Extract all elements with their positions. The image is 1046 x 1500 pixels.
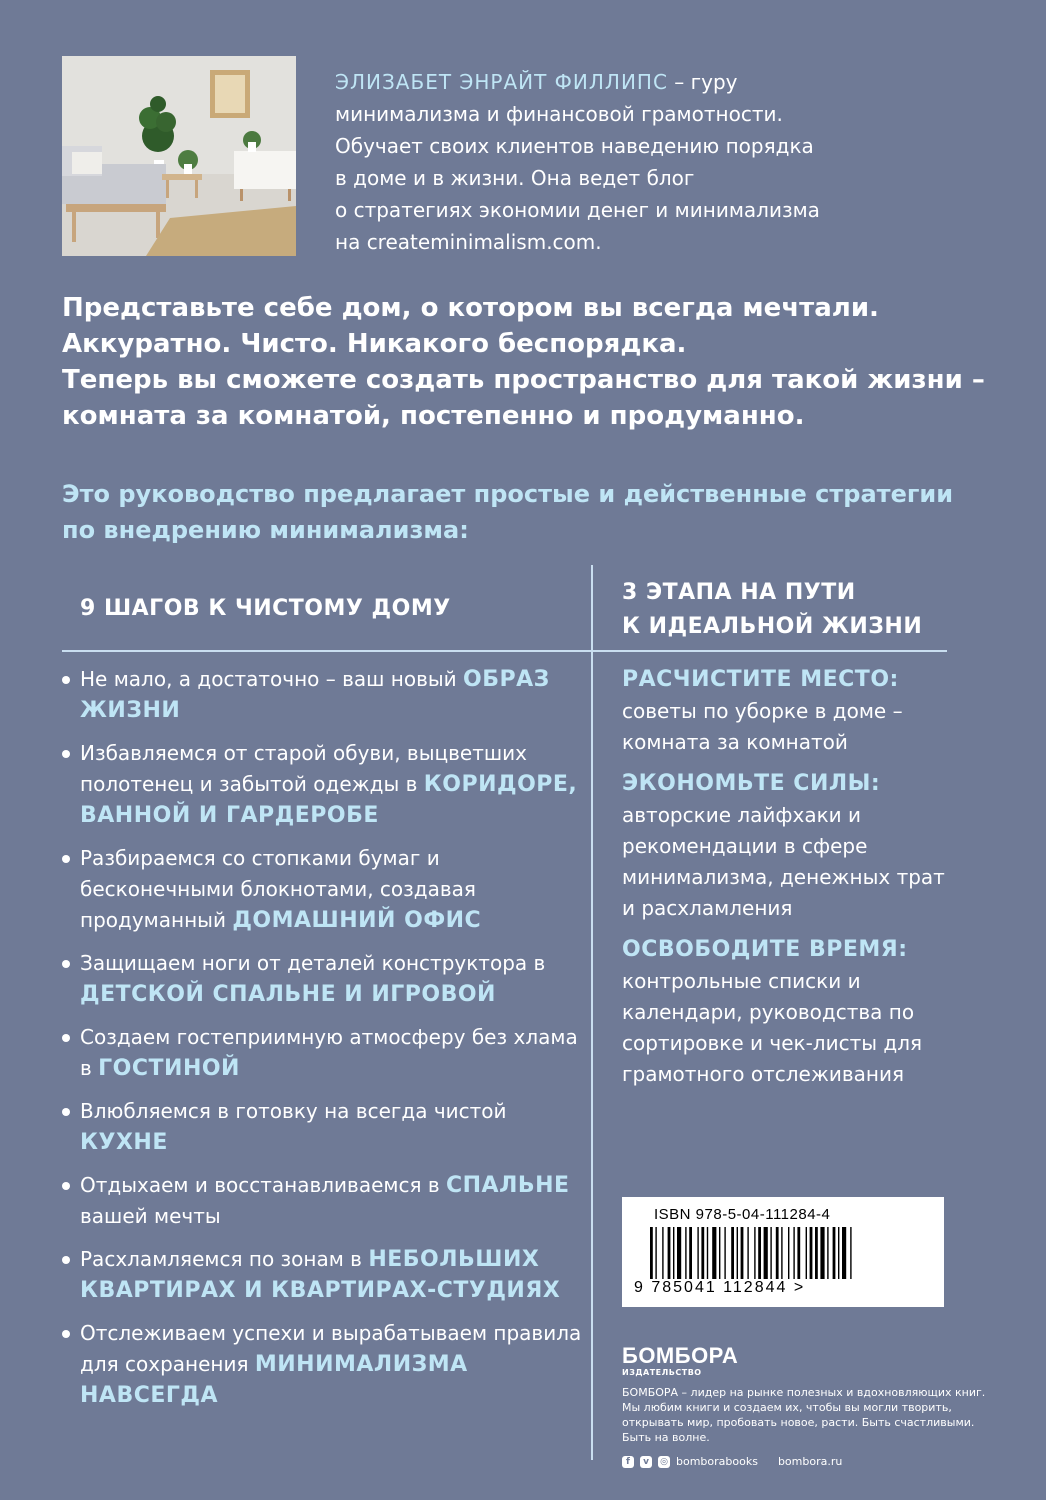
barcode-bar	[770, 1227, 771, 1279]
right-column-heading: 3 ЭТАПА НА ПУТИ К ИДЕАЛЬНОЙ ЖИЗНИ	[622, 580, 923, 639]
stage	[622, 934, 952, 1090]
list-item: Создаем гостеприимную атмосферу без хлама в ГОСТИНОЙ	[62, 1022, 582, 1084]
author-line-3: Обучает своих клиентов наведению порядка	[335, 134, 814, 158]
header-divider	[62, 650, 947, 652]
instagram-icon[interactable]: ◎	[658, 1456, 670, 1468]
barcode-icon	[650, 1227, 930, 1279]
guide-line: по внедрению минимализма:	[62, 516, 469, 544]
list-item: Избавляемся от старой обуви, выцветших полотенец и забытой одежды в КОРИДОРЕ, ВАННОЙ И ГАРДЕРОБЕ	[62, 738, 582, 831]
barcode-bar	[810, 1227, 813, 1279]
barcode-bar	[827, 1227, 828, 1279]
barcode-bar	[820, 1227, 824, 1279]
stage-title: РАСЧИСТИТЕ МЕСТО:	[622, 667, 899, 692]
barcode-bar	[668, 1227, 671, 1279]
barcode-bar	[707, 1227, 708, 1279]
barcode-bar	[776, 1227, 779, 1279]
intro-text	[62, 290, 985, 434]
stages-list	[622, 664, 952, 1090]
author-line-1: ЭЛИЗАБЕТ ЭНРАЙТ ФИЛЛИПС – гуру	[335, 70, 738, 94]
barcode-bar	[719, 1227, 720, 1279]
publisher-social	[622, 1455, 992, 1468]
publisher-logo: БОМБОРА	[622, 1343, 739, 1368]
intro-line: Теперь вы сможете создать пространство для такой жизни –	[62, 365, 985, 395]
stage-desc: советы по уборке в доме – комната за комнатой	[622, 699, 903, 754]
barcode-bar	[758, 1227, 761, 1279]
author-line-5: о стратегиях экономии денег и минимализма	[335, 198, 820, 222]
stage-desc: контрольные списки и календари, руководства по сортировке и чек-листы для грамотного отслеживания	[622, 969, 923, 1086]
barcode-bar	[662, 1227, 663, 1279]
barcode-bar	[655, 1227, 656, 1279]
stage-desc: авторские лайфхаки и рекомендации в сфере минимализма, денежных трат и расхламления	[622, 803, 945, 920]
stage	[622, 768, 952, 924]
intro-line: Аккуратно. Чисто. Никакого беспорядка.	[62, 329, 687, 359]
barcode-bar	[788, 1227, 789, 1279]
barcode-bar	[737, 1227, 738, 1279]
isbn-barcode	[622, 1197, 944, 1307]
barcode-bar	[701, 1227, 704, 1279]
barcode-bar	[731, 1227, 734, 1279]
stage	[622, 664, 952, 758]
website-link[interactable]: bombora.ru	[777, 1455, 843, 1468]
author-line-6: на createminimalism.com.	[335, 230, 602, 254]
barcode-bar	[806, 1227, 807, 1279]
barcode-bar	[650, 1227, 653, 1279]
social-handle[interactable]: bomborabooks	[676, 1455, 758, 1468]
guide-text	[62, 476, 962, 548]
barcode-bar	[797, 1227, 800, 1279]
facebook-icon[interactable]: f	[622, 1456, 634, 1468]
barcode-bar	[712, 1227, 716, 1279]
left-column-heading: 9 ШАГОВ К ЧИСТОМУ ДОМУ	[80, 596, 451, 621]
barcode-bar	[673, 1227, 674, 1279]
barcode-bar	[833, 1227, 836, 1279]
stage-title: ЭКОНОМЬТЕ СИЛЫ:	[622, 771, 881, 796]
barcode-bar	[685, 1227, 686, 1279]
isbn-label: ISBN 978-5-04-111284-4	[654, 1206, 831, 1223]
guide-line: Это руководство предлагает простые и действенные стратегии	[62, 480, 954, 508]
barcode-bar	[838, 1227, 839, 1279]
barcode-bar	[677, 1227, 681, 1279]
list-item: Влюбляемся в готовку на всегда чистой КУХНЕ	[62, 1096, 582, 1158]
interior-illustration	[62, 56, 296, 256]
barcode-bar	[842, 1227, 846, 1279]
barcode-bar	[850, 1227, 851, 1279]
barcode-bar	[781, 1227, 782, 1279]
list-item: Расхламляемся по зонам в НЕБОЛЬШИХ КВАРТИРАХ И КВАРТИРАХ-СТУДИЯХ	[62, 1244, 582, 1306]
barcode-bar	[697, 1227, 698, 1279]
barcode-bar	[741, 1227, 744, 1279]
barcode-bar	[764, 1227, 768, 1279]
publisher-subtitle: ИЗДАТЕЛЬСТВО	[622, 1368, 702, 1377]
barcode-bar	[754, 1227, 755, 1279]
author-line-4: в доме и в жизни. Она ведет блог	[335, 166, 695, 190]
barcode-bar	[689, 1227, 692, 1279]
author-bio	[335, 66, 855, 258]
list-item: Защищаем ноги от деталей конструктора в ДЕТСКОЙ СПАЛЬНЕ И ИГРОВОЙ	[62, 948, 582, 1010]
list-item: Не мало, а достаточно – ваш новый ОБРАЗ ЖИЗНИ	[62, 664, 582, 726]
author-line-2: минимализма и финансовой грамотности.	[335, 102, 783, 126]
list-item: Отслеживаем успехи и вырабатываем правила для сохранения МИНИМАЛИЗМА НАВСЕГДА	[62, 1318, 582, 1411]
intro-line: комната за комнатой, постепенно и продуманно.	[62, 401, 805, 431]
barcode-bar	[815, 1227, 818, 1279]
publisher-block	[622, 1344, 992, 1468]
author-name: ЭЛИЗАБЕТ ЭНРАЙТ ФИЛЛИПС	[335, 70, 668, 94]
intro-line: Представьте себе дом, о котором вы всегда мечтали.	[62, 293, 879, 323]
column-divider	[591, 565, 593, 1460]
vk-icon[interactable]: v	[640, 1456, 652, 1468]
publisher-description: БОМБОРА – лидер на рынке полезных и вдохновляющих книг. Мы любим книги и создаем их, чтобы вы могли творить, открывать мир, пробовать новое, расти. Быть счастливыми. Быть на волне.	[622, 1386, 986, 1444]
barcode-bar	[724, 1227, 725, 1279]
list-item: Разбираемся со стопками бумаг и бесконечными блокнотами, создавая продуманный ДОМАШНИЙ ОФИС	[62, 843, 582, 936]
stage-title: ОСВОБОДИТЕ ВРЕМЯ:	[622, 937, 908, 962]
isbn-digits: 9 785041 112844 >	[634, 1279, 806, 1296]
barcode-bar	[747, 1227, 748, 1279]
list-item: Отдыхаем и восстанавливаемся в СПАЛЬНЕ вашей мечты	[62, 1170, 582, 1232]
barcode-bar	[793, 1227, 794, 1279]
steps-list	[62, 664, 582, 1411]
interior-photo	[62, 56, 296, 256]
